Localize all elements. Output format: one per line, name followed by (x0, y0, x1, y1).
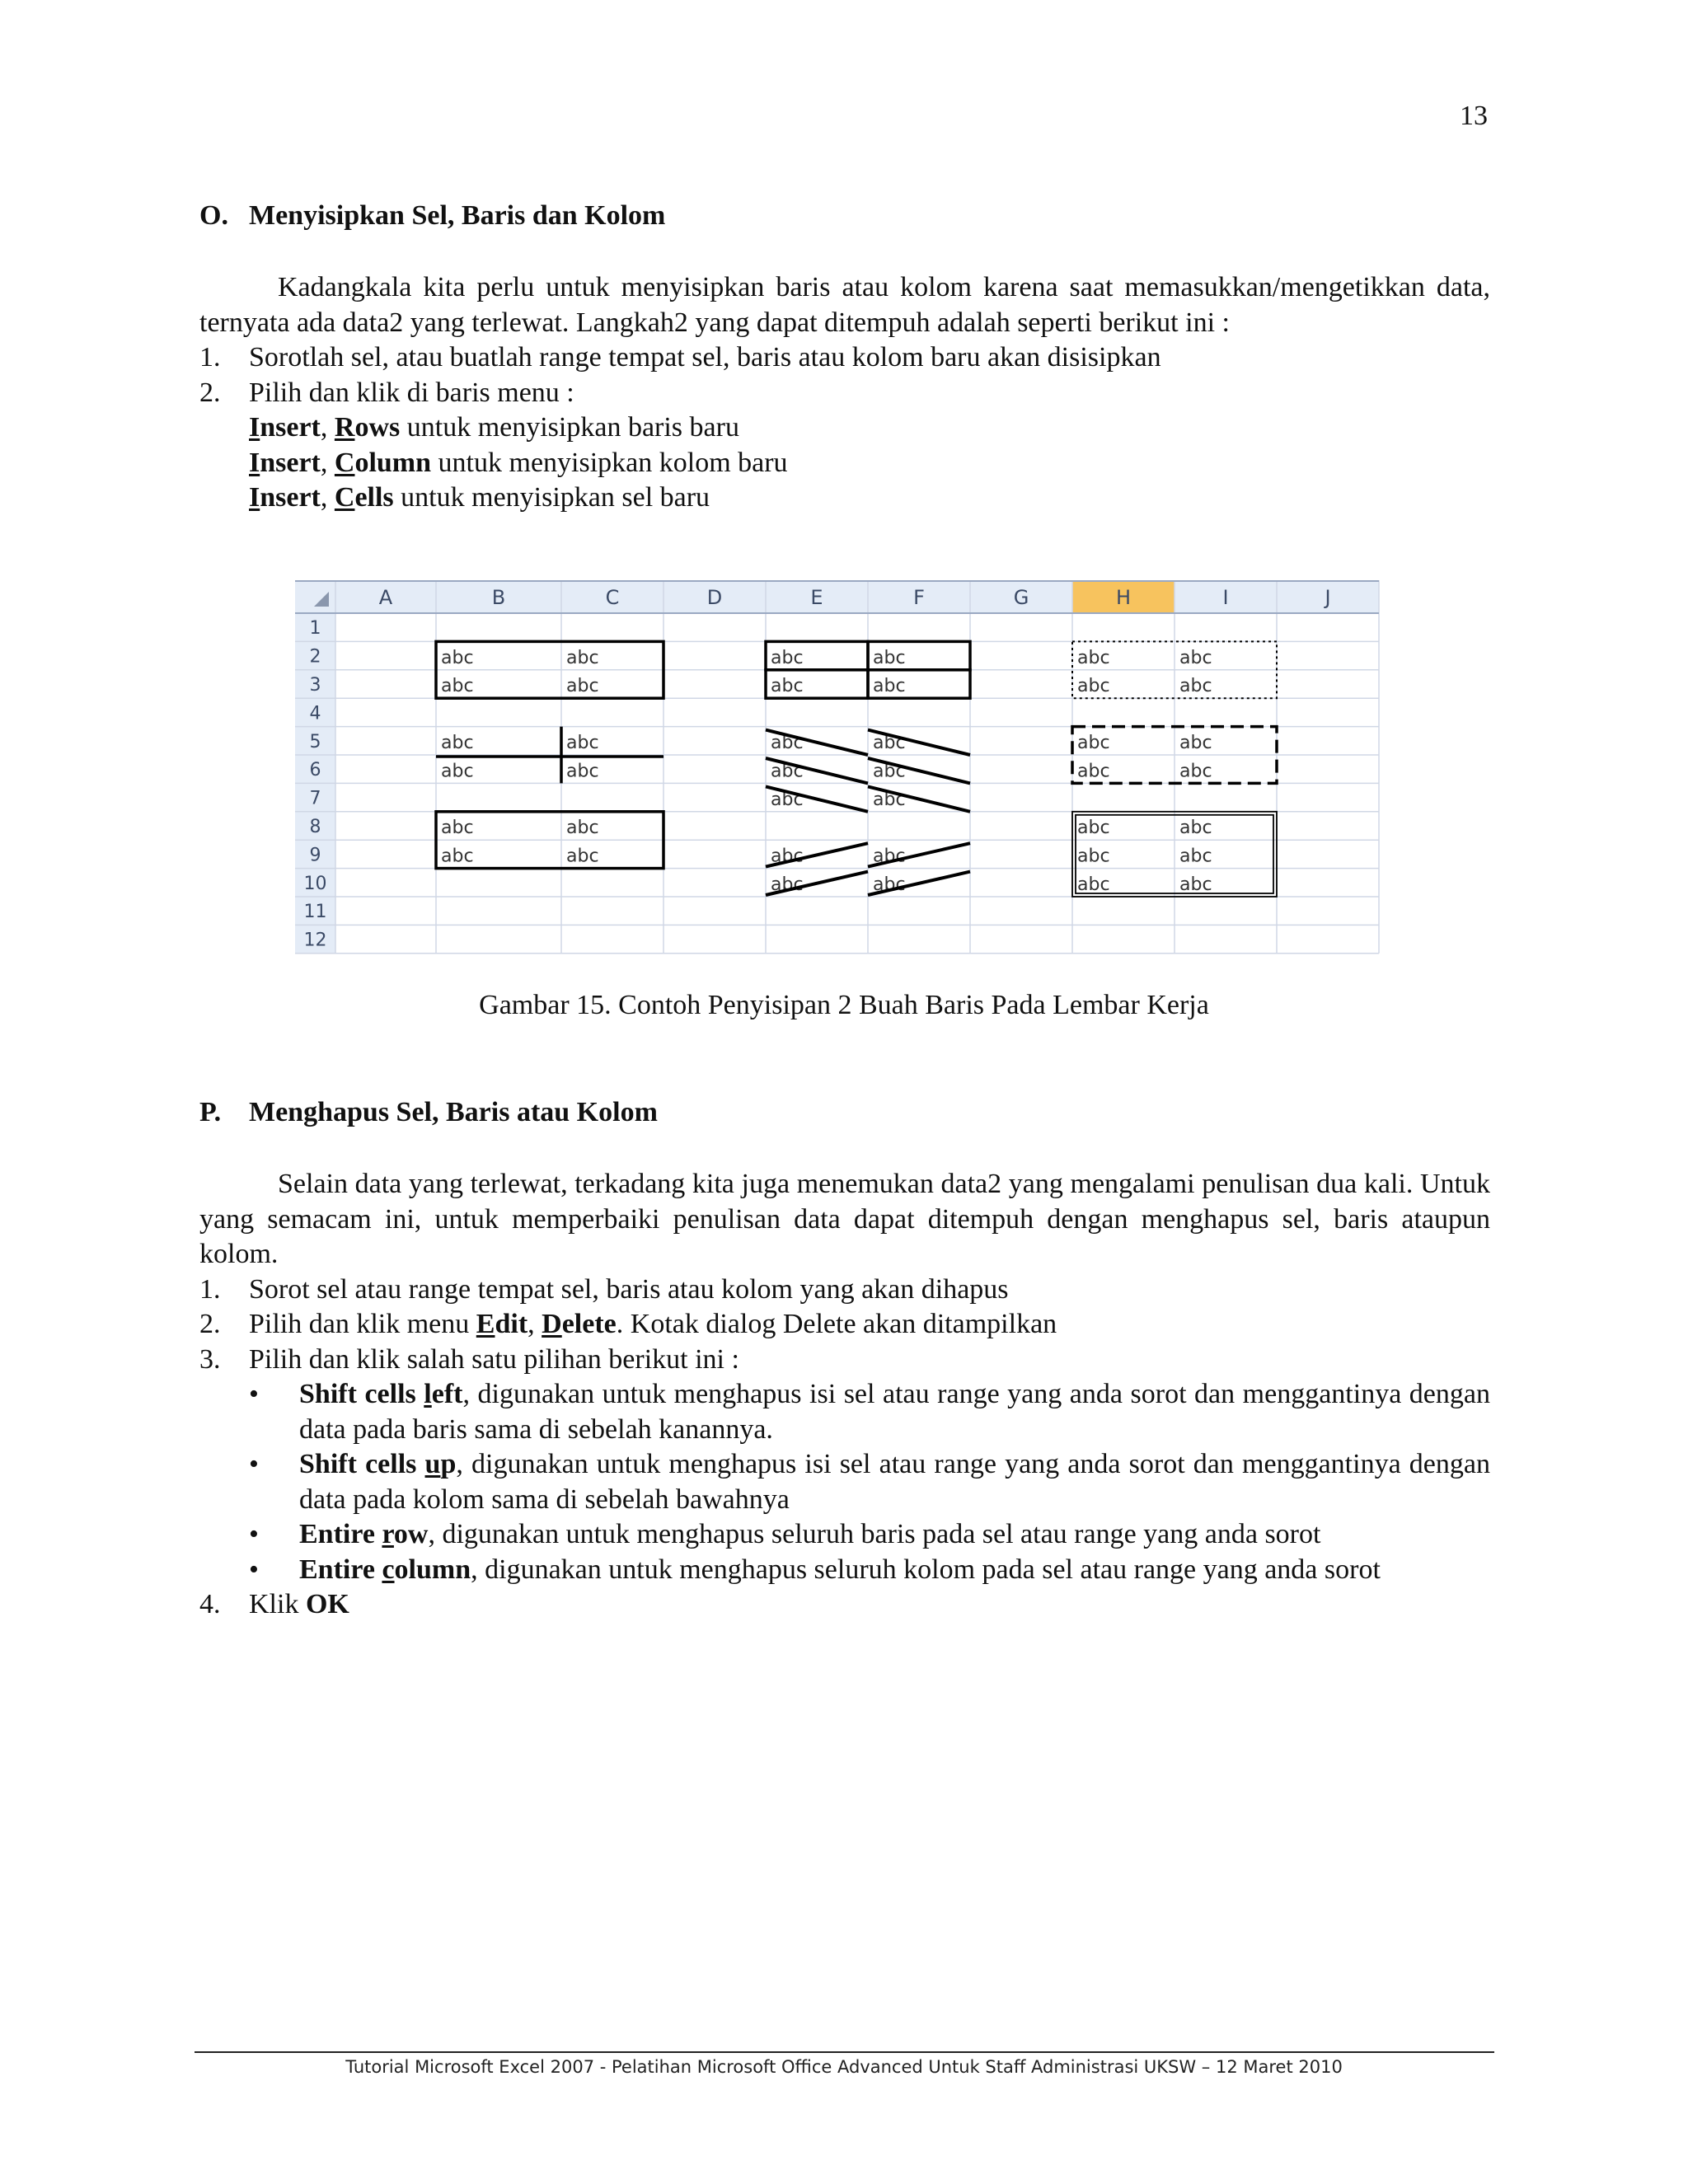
cell-f3: abc (873, 676, 906, 697)
cell-e5: abc (771, 733, 804, 753)
section-p-paragraph: Selain data yang terlewat, terkadang kita juga menemukan data2 yang mengalami penulisan dua kali. Untuk yang semacam ini, untuk memperbaiki penulisan data dapat ditempuh dengan menghapus sel, baris ataupun kolom. (199, 1169, 1490, 1269)
option-shift-cells-up: • Shift cells up, digunakan untuk menghapus isi sel atau range yang anda sorot dan menggantinya dengan data pada kolom sama di sebelah bawahnya (199, 1447, 1490, 1517)
column-header-c: C (605, 586, 620, 609)
section-o-step-2 (199, 376, 1490, 411)
cell-e6: abc (771, 761, 804, 782)
menu-insert-column: Insert, Column untuk menyisipkan kolom baru (249, 447, 788, 478)
cell-i5: abc (1179, 733, 1212, 753)
option-entire-column: • Entire column, digunakan untuk menghapus seluruh kolom pada sel atau range yang anda sorot (199, 1553, 1490, 1588)
cell-c9: abc (566, 846, 599, 867)
row-header-1: 1 (309, 618, 321, 640)
step-text: Sorotlah sel, atau buatlah range tempat sel, baris atau kolom baru akan disisipkan (249, 342, 1161, 373)
row-header-9: 9 (309, 845, 321, 866)
cell-h10: abc (1077, 874, 1110, 895)
section-p-step-2 (199, 1307, 1490, 1343)
column-header-h: H (1115, 586, 1132, 609)
step-number: 3. (199, 1343, 221, 1375)
footer-text: Tutorial Microsoft Excel 2007 - Pelatihan Microsoft Office Advanced Untuk Staff Administrasi UKSW – 12 Maret 2010 (345, 2057, 1343, 2077)
section-p-step-1 (199, 1272, 1490, 1308)
cell-h5: abc (1077, 733, 1110, 753)
cell-h9: abc (1077, 846, 1110, 867)
step-number: 1. (199, 342, 221, 373)
step-number: 2. (199, 1309, 221, 1339)
section-p-title: Menghapus Sel, Baris atau Kolom (249, 1097, 658, 1127)
section-o-paragraph: Kadangkala kita perlu untuk menyisipkan baris atau kolom karena saat memasukkan/mengetikkan data, ternyata ada data2 yang terlewat. Langkah2 yang dapat ditempuh adalah seperti berikut ini : (199, 272, 1490, 338)
row-header-2: 2 (309, 646, 321, 668)
step-number: 1. (199, 1273, 221, 1305)
cell-f2: abc (873, 647, 906, 668)
option-entire-row: • Entire row, digunakan untuk menghapus seluruh baris pada sel atau range yang anda sorot (199, 1517, 1490, 1553)
cell-f10: abc (873, 874, 906, 895)
cell-i2: abc (1179, 647, 1212, 668)
cell-i6: abc (1179, 761, 1212, 782)
section-p-body (199, 1167, 1490, 1623)
cell-i3: abc (1179, 676, 1212, 697)
section-p-heading (199, 1097, 658, 1128)
cell-b6: abc (441, 761, 474, 782)
row-header-3: 3 (309, 675, 321, 696)
section-o-title: Menyisipkan Sel, Baris dan Kolom (249, 200, 666, 231)
column-header-e: E (810, 586, 823, 609)
column-header-g: G (1013, 586, 1029, 609)
step-text: Pilih dan klik di baris menu : (249, 377, 574, 408)
cell-b2: abc (441, 647, 474, 668)
section-p-step-4 (199, 1587, 1490, 1623)
bullet-icon: • (249, 1554, 259, 1585)
section-p-letter: P. (199, 1097, 222, 1127)
cell-f5: abc (873, 733, 906, 753)
cell-i8: abc (1179, 818, 1212, 839)
cell-c3: abc (566, 676, 599, 697)
step-text: Klik OK (249, 1589, 349, 1619)
section-o-body (199, 270, 1490, 516)
step-number: 2. (199, 377, 221, 408)
cell-f6: abc (873, 761, 906, 782)
column-header-i: I (1222, 586, 1229, 609)
cell-h6: abc (1077, 761, 1110, 782)
bullet-icon: • (249, 1449, 259, 1479)
row-header-8: 8 (309, 817, 321, 837)
section-o-heading (199, 200, 665, 232)
cell-e9: abc (771, 846, 804, 867)
row-header-10: 10 (303, 873, 327, 894)
footer-rule (195, 2051, 1494, 2053)
cell-e7: abc (771, 789, 804, 810)
cell-c2: abc (566, 647, 599, 668)
cell-h2: abc (1077, 647, 1110, 668)
bullet-icon: • (249, 1379, 259, 1409)
cell-h3: abc (1077, 676, 1110, 697)
step-text: Pilih dan klik menu Edit, Delete. Kotak dialog Delete akan ditampilkan (249, 1309, 1057, 1339)
cell-e10: abc (771, 874, 804, 895)
cell-i9: abc (1179, 846, 1212, 867)
row-header-4: 4 (309, 703, 321, 724)
row-header-11: 11 (303, 902, 327, 923)
cell-b5: abc (441, 733, 474, 753)
cell-c8: abc (566, 818, 599, 839)
cell-b9: abc (441, 846, 474, 867)
column-header-j: J (1325, 586, 1331, 609)
cell-f7: abc (873, 789, 906, 810)
menu-insert-cells: Insert, Cells untuk menyisipkan sel baru (249, 482, 710, 513)
section-p-step-3 (199, 1343, 1490, 1378)
spreadsheet-illustration (295, 580, 1399, 955)
cell-h8: abc (1077, 818, 1110, 839)
column-header-d: D (706, 586, 723, 609)
cell-f9: abc (873, 846, 906, 867)
step-text: Sorot sel atau range tempat sel, baris atau kolom yang akan dihapus (249, 1273, 1009, 1305)
page-number: 13 (1460, 101, 1488, 131)
row-header-12: 12 (303, 930, 327, 951)
cell-b3: abc (441, 676, 474, 697)
column-header-f: F (913, 586, 925, 609)
section-o-letter: O. (199, 200, 228, 231)
row-header-5: 5 (309, 731, 321, 752)
column-header-a: A (378, 586, 393, 609)
spreadsheet-figure (295, 580, 1399, 955)
section-o-step-1 (199, 340, 1490, 376)
menu-insert-rows: Insert, Rows untuk menyisipkan baris baru (249, 412, 739, 443)
cell-e2: abc (771, 647, 804, 668)
cell-b8: abc (441, 818, 474, 839)
step-text: Pilih dan klik salah satu pilihan berikut ini : (249, 1343, 739, 1375)
cell-e3: abc (771, 676, 804, 697)
figure-caption: Gambar 15. Contoh Penyisipan 2 Buah Baris Pada Lembar Kerja (479, 990, 1209, 1020)
cell-i10: abc (1179, 874, 1212, 895)
cell-c5: abc (566, 733, 599, 753)
row-header-7: 7 (309, 788, 321, 809)
bullet-icon: • (249, 1519, 259, 1549)
row-header-6: 6 (309, 760, 321, 781)
column-header-bar (295, 580, 1379, 613)
step-number: 4. (199, 1589, 221, 1619)
column-header-b: B (491, 586, 506, 609)
cell-c6: abc (566, 761, 599, 782)
option-shift-cells-left: • Shift cells left, digunakan untuk menghapus isi sel atau range yang anda sorot dan menggantinya dengan data pada baris sama di sebelah kanannya. (199, 1377, 1490, 1447)
